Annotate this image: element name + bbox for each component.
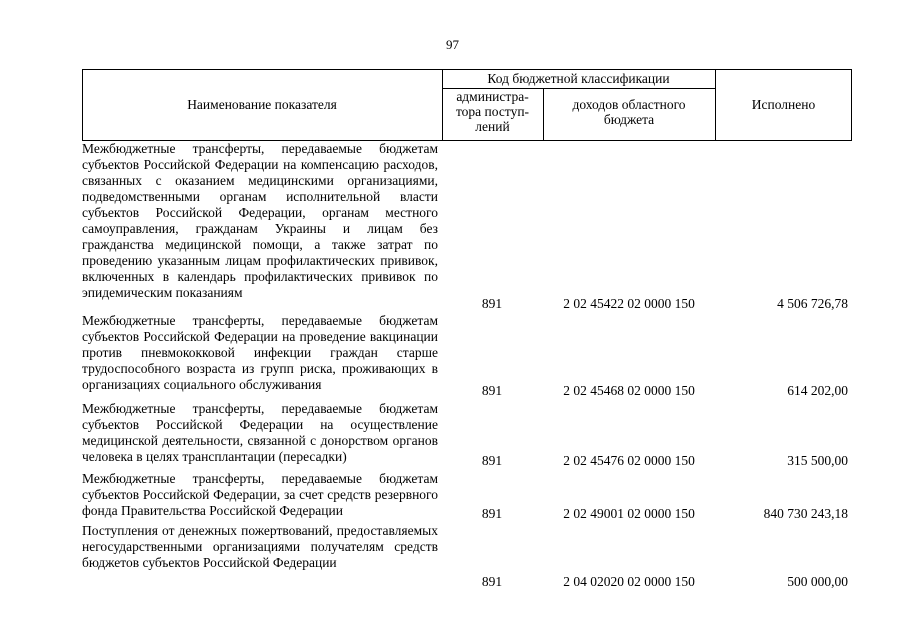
row-name: Межбюджетные трансферты, передаваемые бюджетам субъектов Российской Федерации на проведение вакцинации против пневмококковой инфекции граждан старше трудоспособного возраста из групп риска, проживающих в организациях социального обслуживания <box>82 313 438 392</box>
header-budget-code-group: Код бюджетной классификации <box>487 71 670 86</box>
row-income-code: 2 02 45476 02 0000 150 <box>563 453 695 468</box>
page-number: 97 <box>446 37 459 52</box>
header-executed: Исполнено <box>751 97 816 112</box>
header-name: Наименование показателя <box>187 97 337 112</box>
table-row <box>82 141 852 311</box>
table-row <box>82 523 852 593</box>
row-amount: 614 202,00 <box>787 383 848 398</box>
row-amount: 4 506 726,78 <box>777 296 848 311</box>
row-admin-code: 891 <box>481 383 503 398</box>
row-name: Межбюджетные трансферты, передаваемые бюджетам субъектов Российской Федерации на осуществление медицинской деятельности, связанной с донорством органов человека в целях трансплантации (пересадки) <box>82 401 438 464</box>
row-admin-code: 891 <box>481 296 503 311</box>
row-name: Поступления от денежных пожертвований, предоставляемых негосударственными организациями получателям средств бюджетов субъектов Российской Федерации <box>82 523 438 570</box>
row-amount: 840 730 243,18 <box>763 506 848 521</box>
row-income-code: 2 02 49001 02 0000 150 <box>563 506 695 521</box>
header-admin: администра- тора поступ- лений <box>455 89 530 134</box>
row-name: Межбюджетные трансферты, передаваемые бюджетам субъектов Российской Федерации, за счет средств резервного фонда Правительства Российской Федерации <box>82 471 438 518</box>
row-amount: 500 000,00 <box>787 574 848 589</box>
row-amount: 315 500,00 <box>787 453 848 468</box>
table-row <box>82 313 852 401</box>
table-row <box>82 401 852 471</box>
row-admin-code: 891 <box>481 574 503 589</box>
row-admin-code: 891 <box>481 453 503 468</box>
row-income-code: 2 04 02020 02 0000 150 <box>563 574 695 589</box>
row-name: Межбюджетные трансферты, передаваемые бюджетам субъектов Российской Федерации на компенсацию расходов, связанных с оказанием медицинскими организациями, подведомственными органам исполнительной власти субъектов Российской Федерации, органам местного самоуправления, гражданам Украины и лицам без гражданства медицинской помощи, а также затрат по проведению указанным лицам профилактических прививок, включенных в календарь профилактических прививок по эпидемическим показаниям <box>82 141 438 300</box>
row-income-code: 2 02 45422 02 0000 150 <box>563 296 695 311</box>
row-admin-code: 891 <box>481 506 503 521</box>
header-income-code: доходов областного бюджета <box>572 97 686 127</box>
table-row <box>82 471 852 525</box>
row-income-code: 2 02 45468 02 0000 150 <box>563 383 695 398</box>
